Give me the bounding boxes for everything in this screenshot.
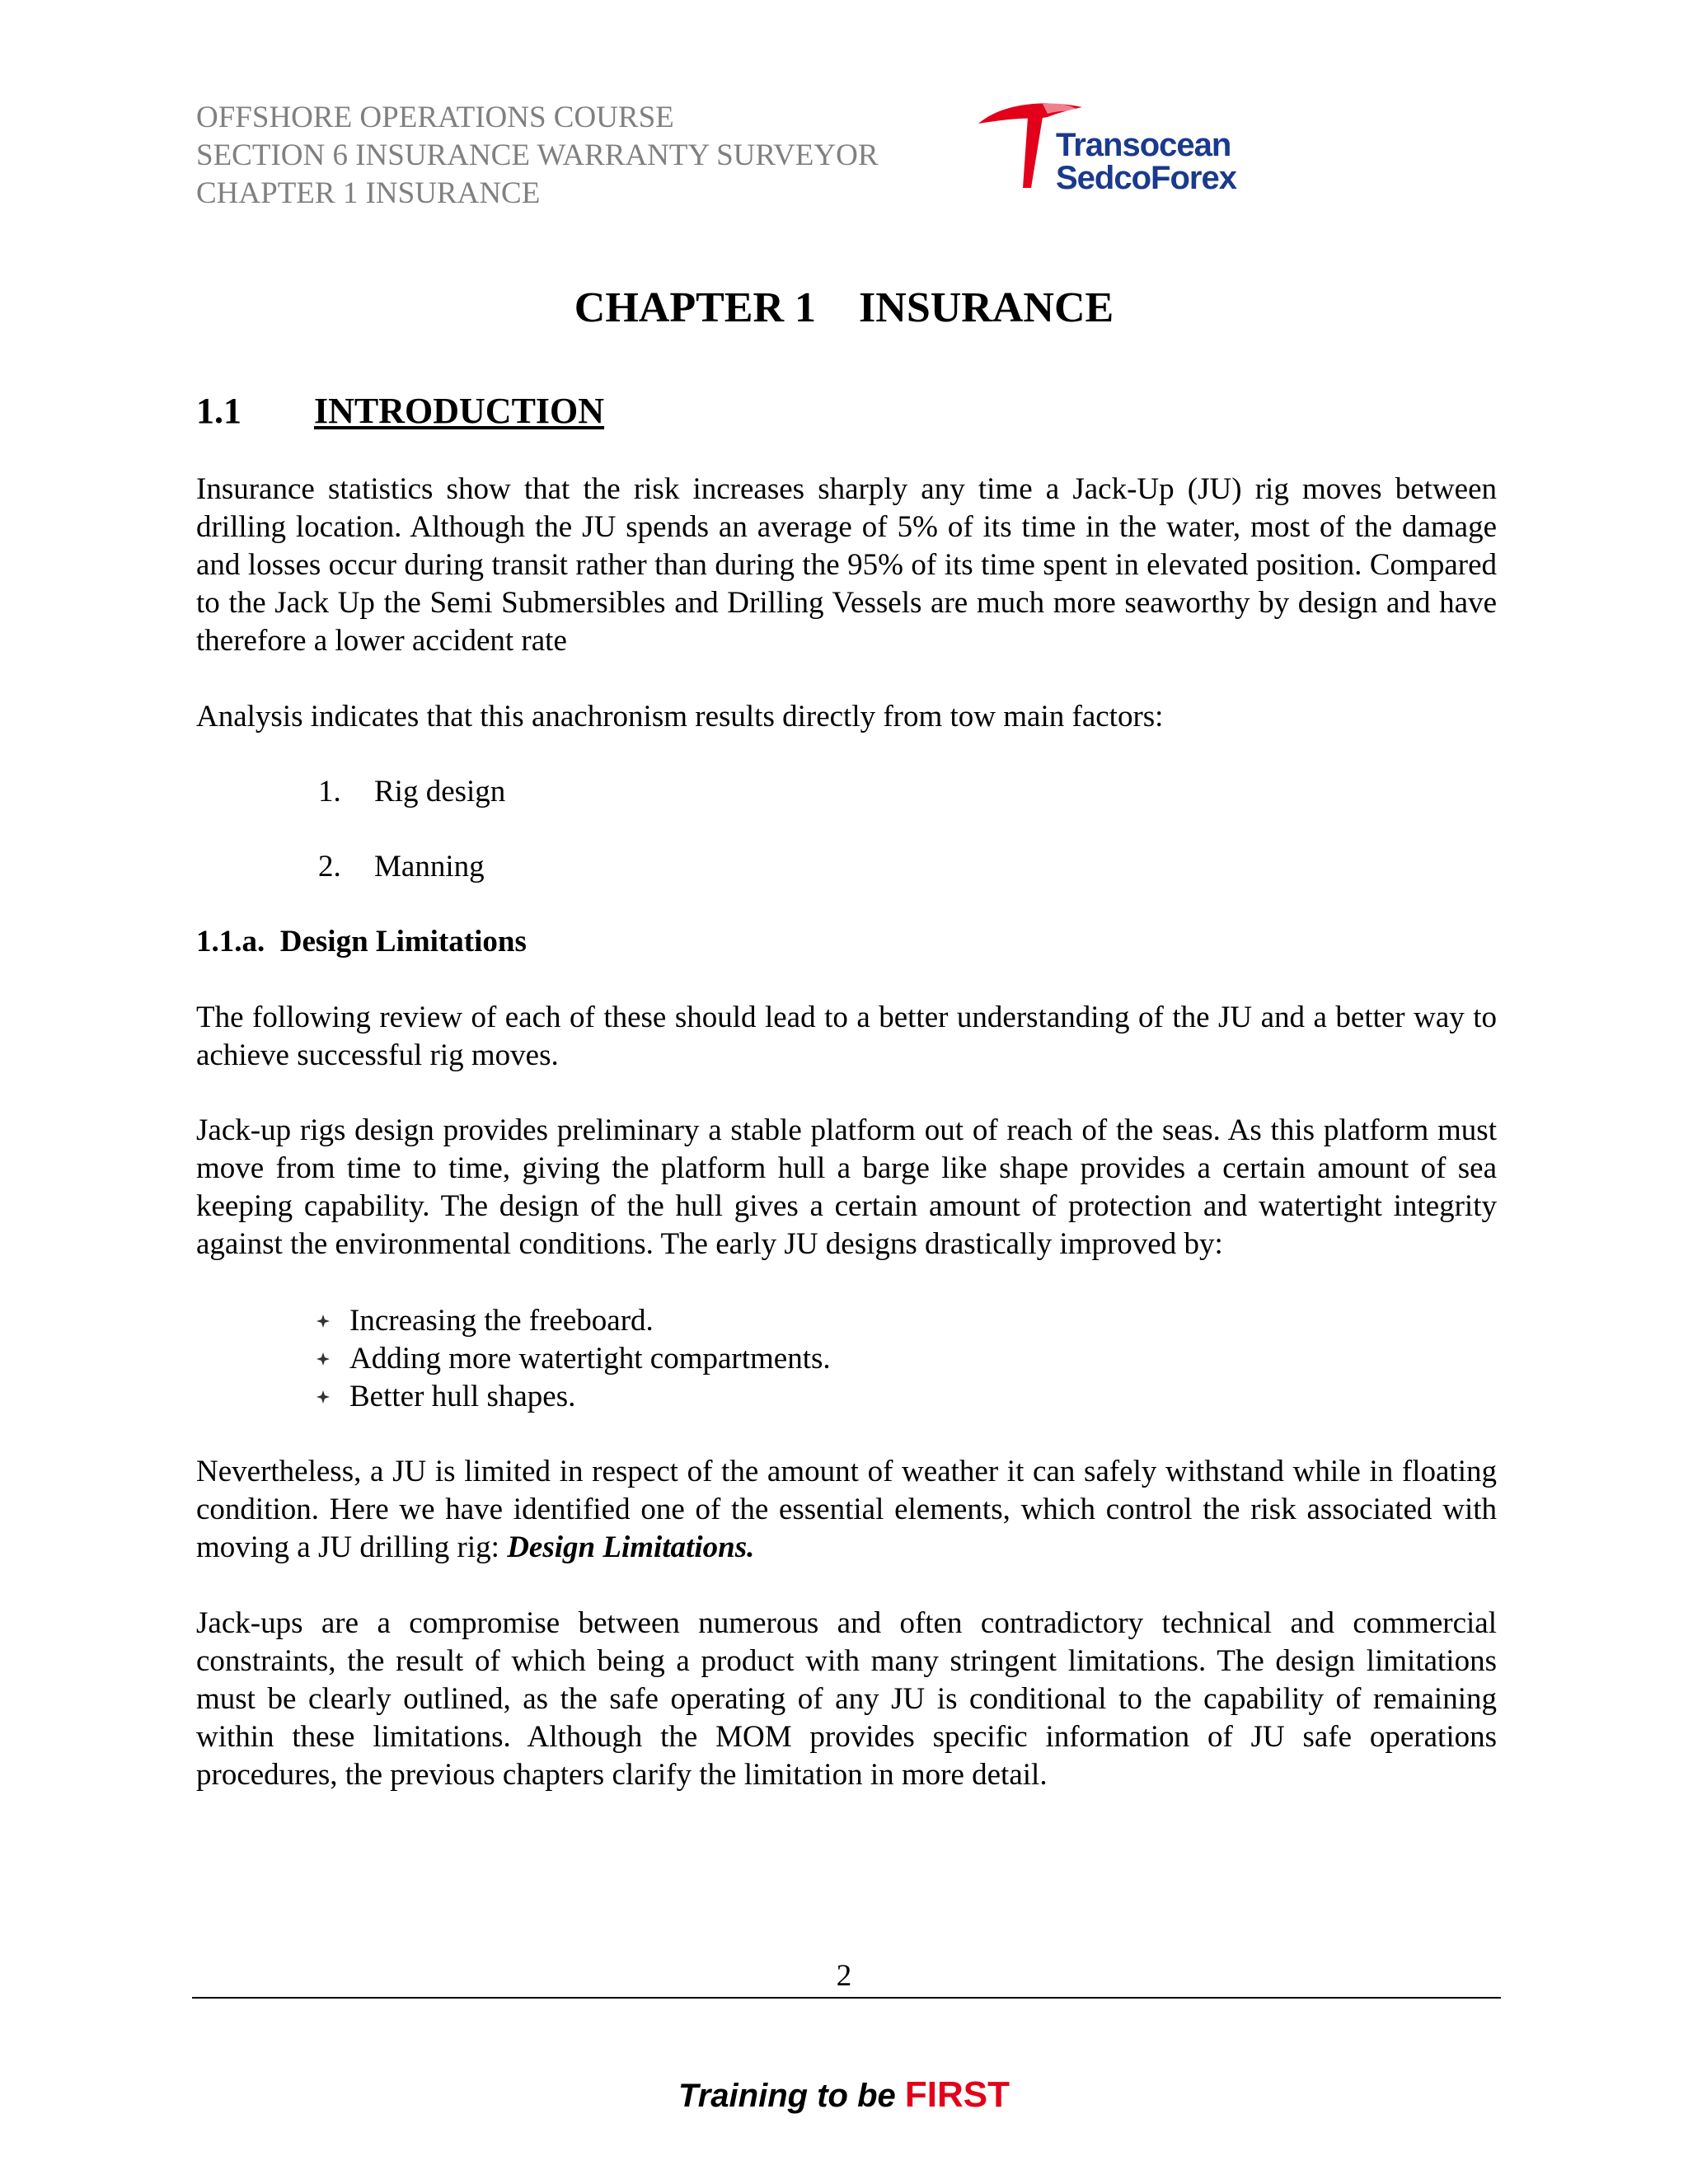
footer-slogan bbox=[0, 2075, 1688, 2116]
design-limitations-emphasis: Design Limitations. bbox=[507, 1530, 755, 1564]
star-bullet-icon bbox=[315, 1351, 331, 1367]
paragraph-compromise: Jack-ups are a compromise between numerous and often contradictory technical and commercial constraints, the result of which being a product with many stringent limitations. The design limitations must be clearly outlined, as the safe operating of any JU is conditional to the capability of remaining within these limitations. Although the MOM provides specific information of JU safe operations procedures, the previous chapters clarify the limitation in more detail. bbox=[196, 1606, 1497, 1792]
header-section: SECTION 6 INSURANCE WARRANTY SURVEYOR bbox=[196, 138, 879, 172]
list-text: Rig design bbox=[374, 775, 506, 808]
star-bullet-icon bbox=[315, 1313, 331, 1329]
list-item bbox=[318, 848, 485, 886]
bullet-text: Increasing the freeboard. bbox=[349, 1304, 654, 1338]
paragraph-intro: Insurance statistics show that the risk increases sharply any time a Jack-Up (JU) rig moves between drilling location. Although the JU spends an average of 5% of its time in the water, most of the damage and losses occur during transit rather than during the 95% of its time spent in elevated position. Compared to the Jack Up the Semi Submersibles and Drilling Vessels are much more seaworthy by design and have therefore a lower accident rate bbox=[196, 472, 1497, 658]
paragraph-nevertheless bbox=[196, 1453, 1497, 1567]
footer-slogan-accent: FIRST bbox=[904, 2074, 1010, 2115]
logo-word-transocean: Transocean bbox=[1056, 127, 1231, 163]
header-chapter: CHAPTER 1 INSURANCE bbox=[196, 176, 541, 210]
footer-slogan-text: Training to be bbox=[678, 2078, 905, 2114]
star-bullet-icon bbox=[315, 1389, 331, 1405]
list-number: 1. bbox=[318, 775, 341, 808]
list-text: Manning bbox=[374, 850, 485, 883]
logo-word-sedcoforex: SedcoForex bbox=[1056, 160, 1236, 196]
page-number: 2 bbox=[836, 1959, 852, 1993]
section-number: 1.1 bbox=[196, 391, 241, 431]
header-course: OFFSHORE OPERATIONS COURSE bbox=[196, 101, 674, 134]
transocean-sedcoforex-logo bbox=[977, 99, 1257, 194]
bullet-text: Adding more watertight compartments. bbox=[349, 1342, 831, 1376]
paragraph-nevertheless-text: Nevertheless, a JU is limited in respect of the amount of weather it can safely withstand while in floating condition. Here we have identified one of the essential elements, which control the risk associated with moving a JU drilling rig: bbox=[196, 1455, 1497, 1564]
paragraph-design: Jack-up rigs design provides preliminary a stable platform out of reach of the seas. As this platform must move from time to time, giving the platform hull a barge like shape provides a certain amount of sea keeping capability. The design of the hull gives a certain amount of protection and watertight integrity against the environmental conditions. The early JU designs drastically improved by: bbox=[196, 1113, 1497, 1261]
footer-divider bbox=[192, 1997, 1501, 1999]
list-number: 2. bbox=[318, 850, 341, 883]
section-title: INTRODUCTION bbox=[314, 391, 605, 431]
section-heading bbox=[196, 389, 604, 434]
running-header bbox=[196, 99, 879, 213]
bullet-text: Better hull shapes. bbox=[349, 1380, 576, 1413]
chapter-title: CHAPTER 1 INSURANCE bbox=[574, 284, 1114, 331]
paragraph-review: The following review of each of these should lead to a better understanding of the JU and a better way to achieve successful rig moves. bbox=[196, 1001, 1497, 1072]
subheading-design-limitations: 1.1.a. Design Limitations bbox=[196, 925, 527, 958]
paragraph-analysis: Analysis indicates that this anachronism results directly from tow main factors: bbox=[196, 700, 1164, 733]
bullet-item bbox=[315, 1302, 654, 1340]
bullet-item bbox=[315, 1378, 575, 1416]
bullet-item bbox=[315, 1340, 831, 1378]
list-item bbox=[318, 773, 505, 811]
